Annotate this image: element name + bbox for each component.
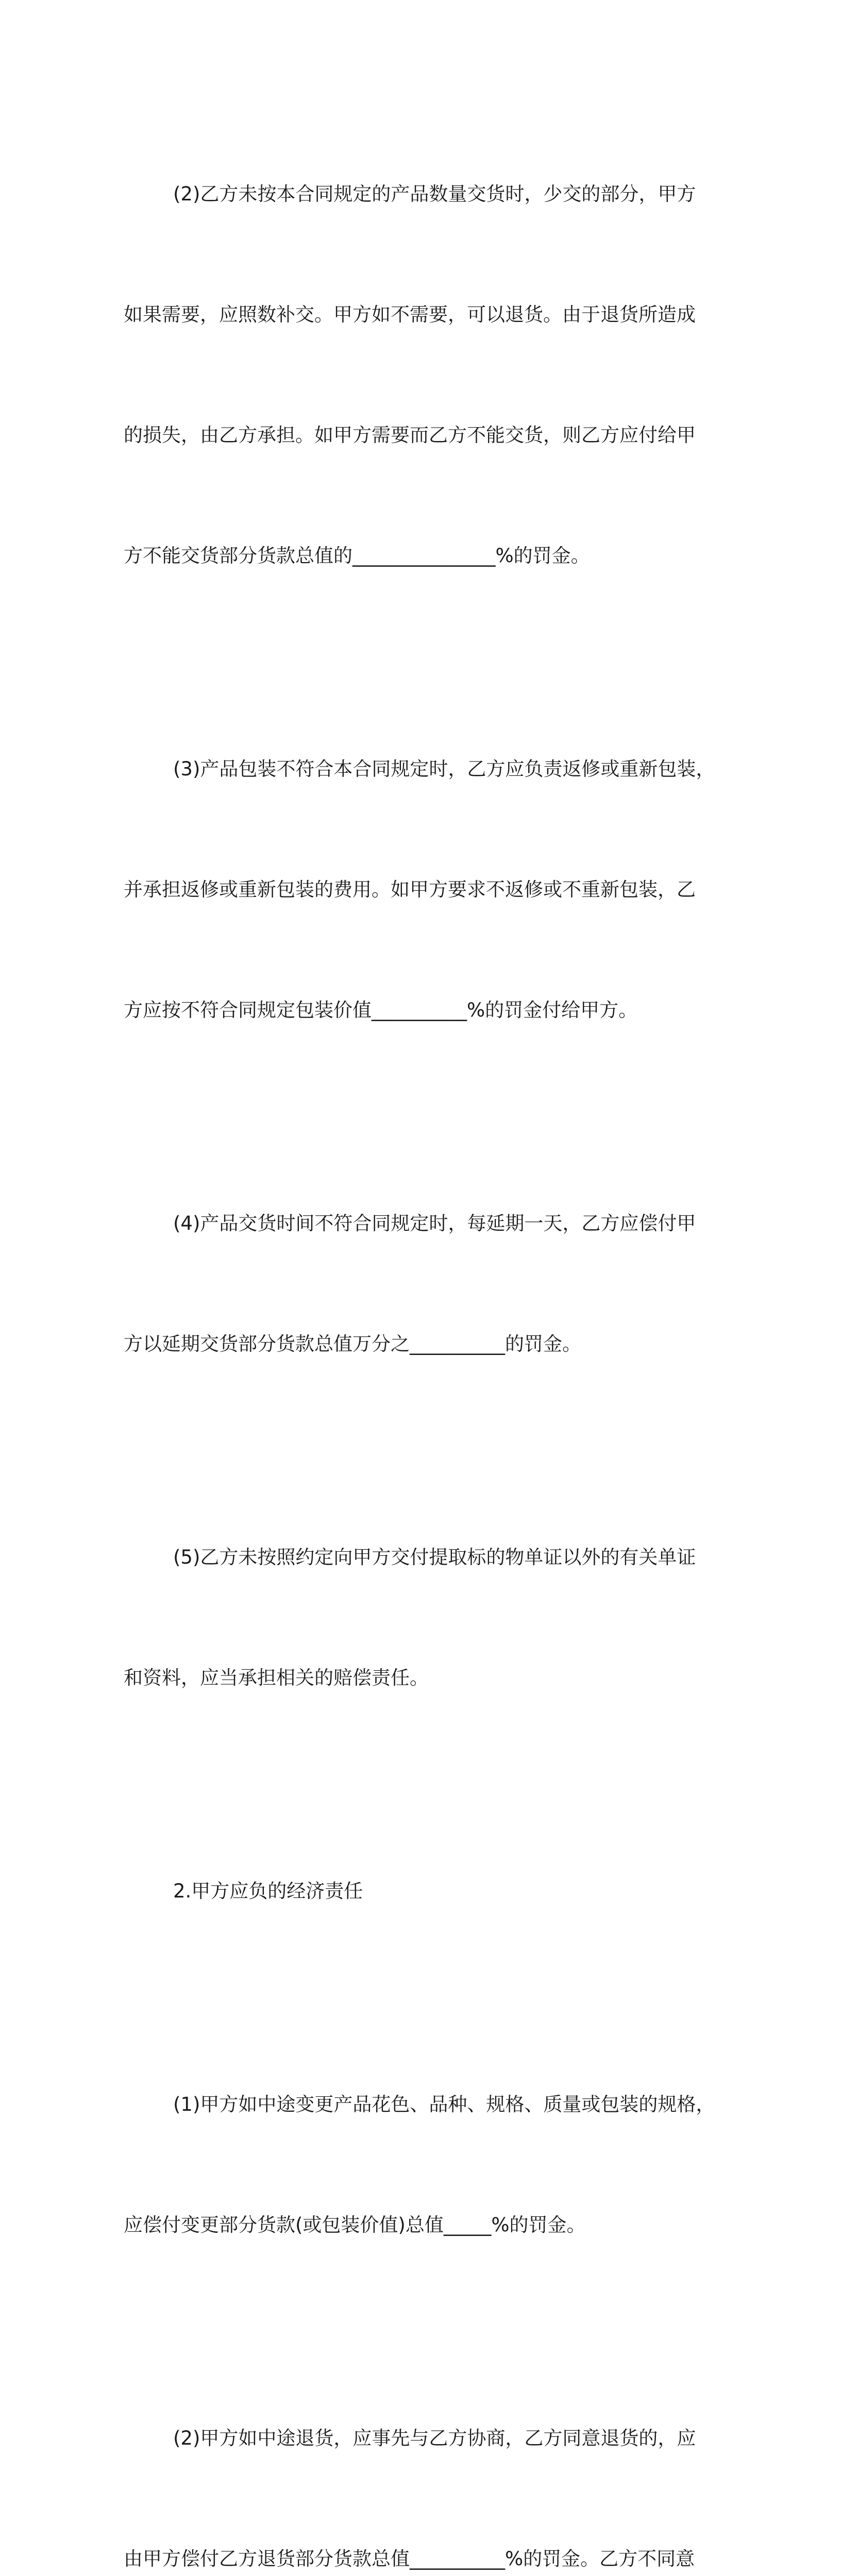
text-line: 方不能交货部分货款总值的_______________%的罚金。 [124,545,590,567]
paragraph-clause-b5 [124,1457,711,1778]
text-line: 应偿付变更部分货款(或包装价值)总值_____%的罚金。 [124,2214,586,2236]
section-heading [124,1791,711,1992]
text-line: 的损失，由乙方承担。如甲方需要而乙方不能交货，则乙方应付给甲 [124,424,696,446]
text-line: (1)甲方如中途变更产品花色、品种、规格、质量或包装的规格， [173,2093,715,2115]
paragraph-clause-b3 [124,669,715,1111]
text-line: 2.甲方应负的经济责任 [173,1880,363,1902]
paragraph-clause-b2 [124,94,711,656]
paragraph-clause-a2 [124,2338,711,2576]
text-line: 和资料，应当承担相关的赔偿责任。 [124,1667,429,1689]
text-line: 方以延期交货部分货款总值万分之__________的罚金。 [124,1333,581,1355]
text-line: (2)甲方如中途退货，应事先与乙方协商，乙方同意退货的，应 [173,2427,696,2449]
text-line: (2)乙方未按本合同规定的产品数量交货时，少交的部分，甲方 [173,183,696,205]
text-line: 如果需要，应照数补交。甲方如不需要，可以退货。由于退货所造成 [124,303,696,326]
document-body [124,94,715,2576]
text-line: 方应按不符合同规定包装价值__________%的罚金付给甲方。 [124,999,638,1021]
text-line: 并承担返修或重新包装的费用。如甲方要求不返修或不重新包装，乙 [124,878,696,901]
paragraph-clause-a1 [124,2004,715,2326]
paragraph-clause-b4 [124,1123,711,1445]
text-line: (4)产品交货时间不符合同规定时，每延期一天，乙方应偿付甲 [173,1212,696,1234]
text-line: 由甲方偿付乙方退货部分货款总值__________%的罚金。乙方不同意 [124,2548,695,2570]
text-line: (3)产品包装不符合本合同规定时，乙方应负责返修或重新包装， [173,758,715,780]
text-line: (5)乙方未按照约定向甲方交付提取标的物单证以外的有关单证 [173,1546,696,1568]
